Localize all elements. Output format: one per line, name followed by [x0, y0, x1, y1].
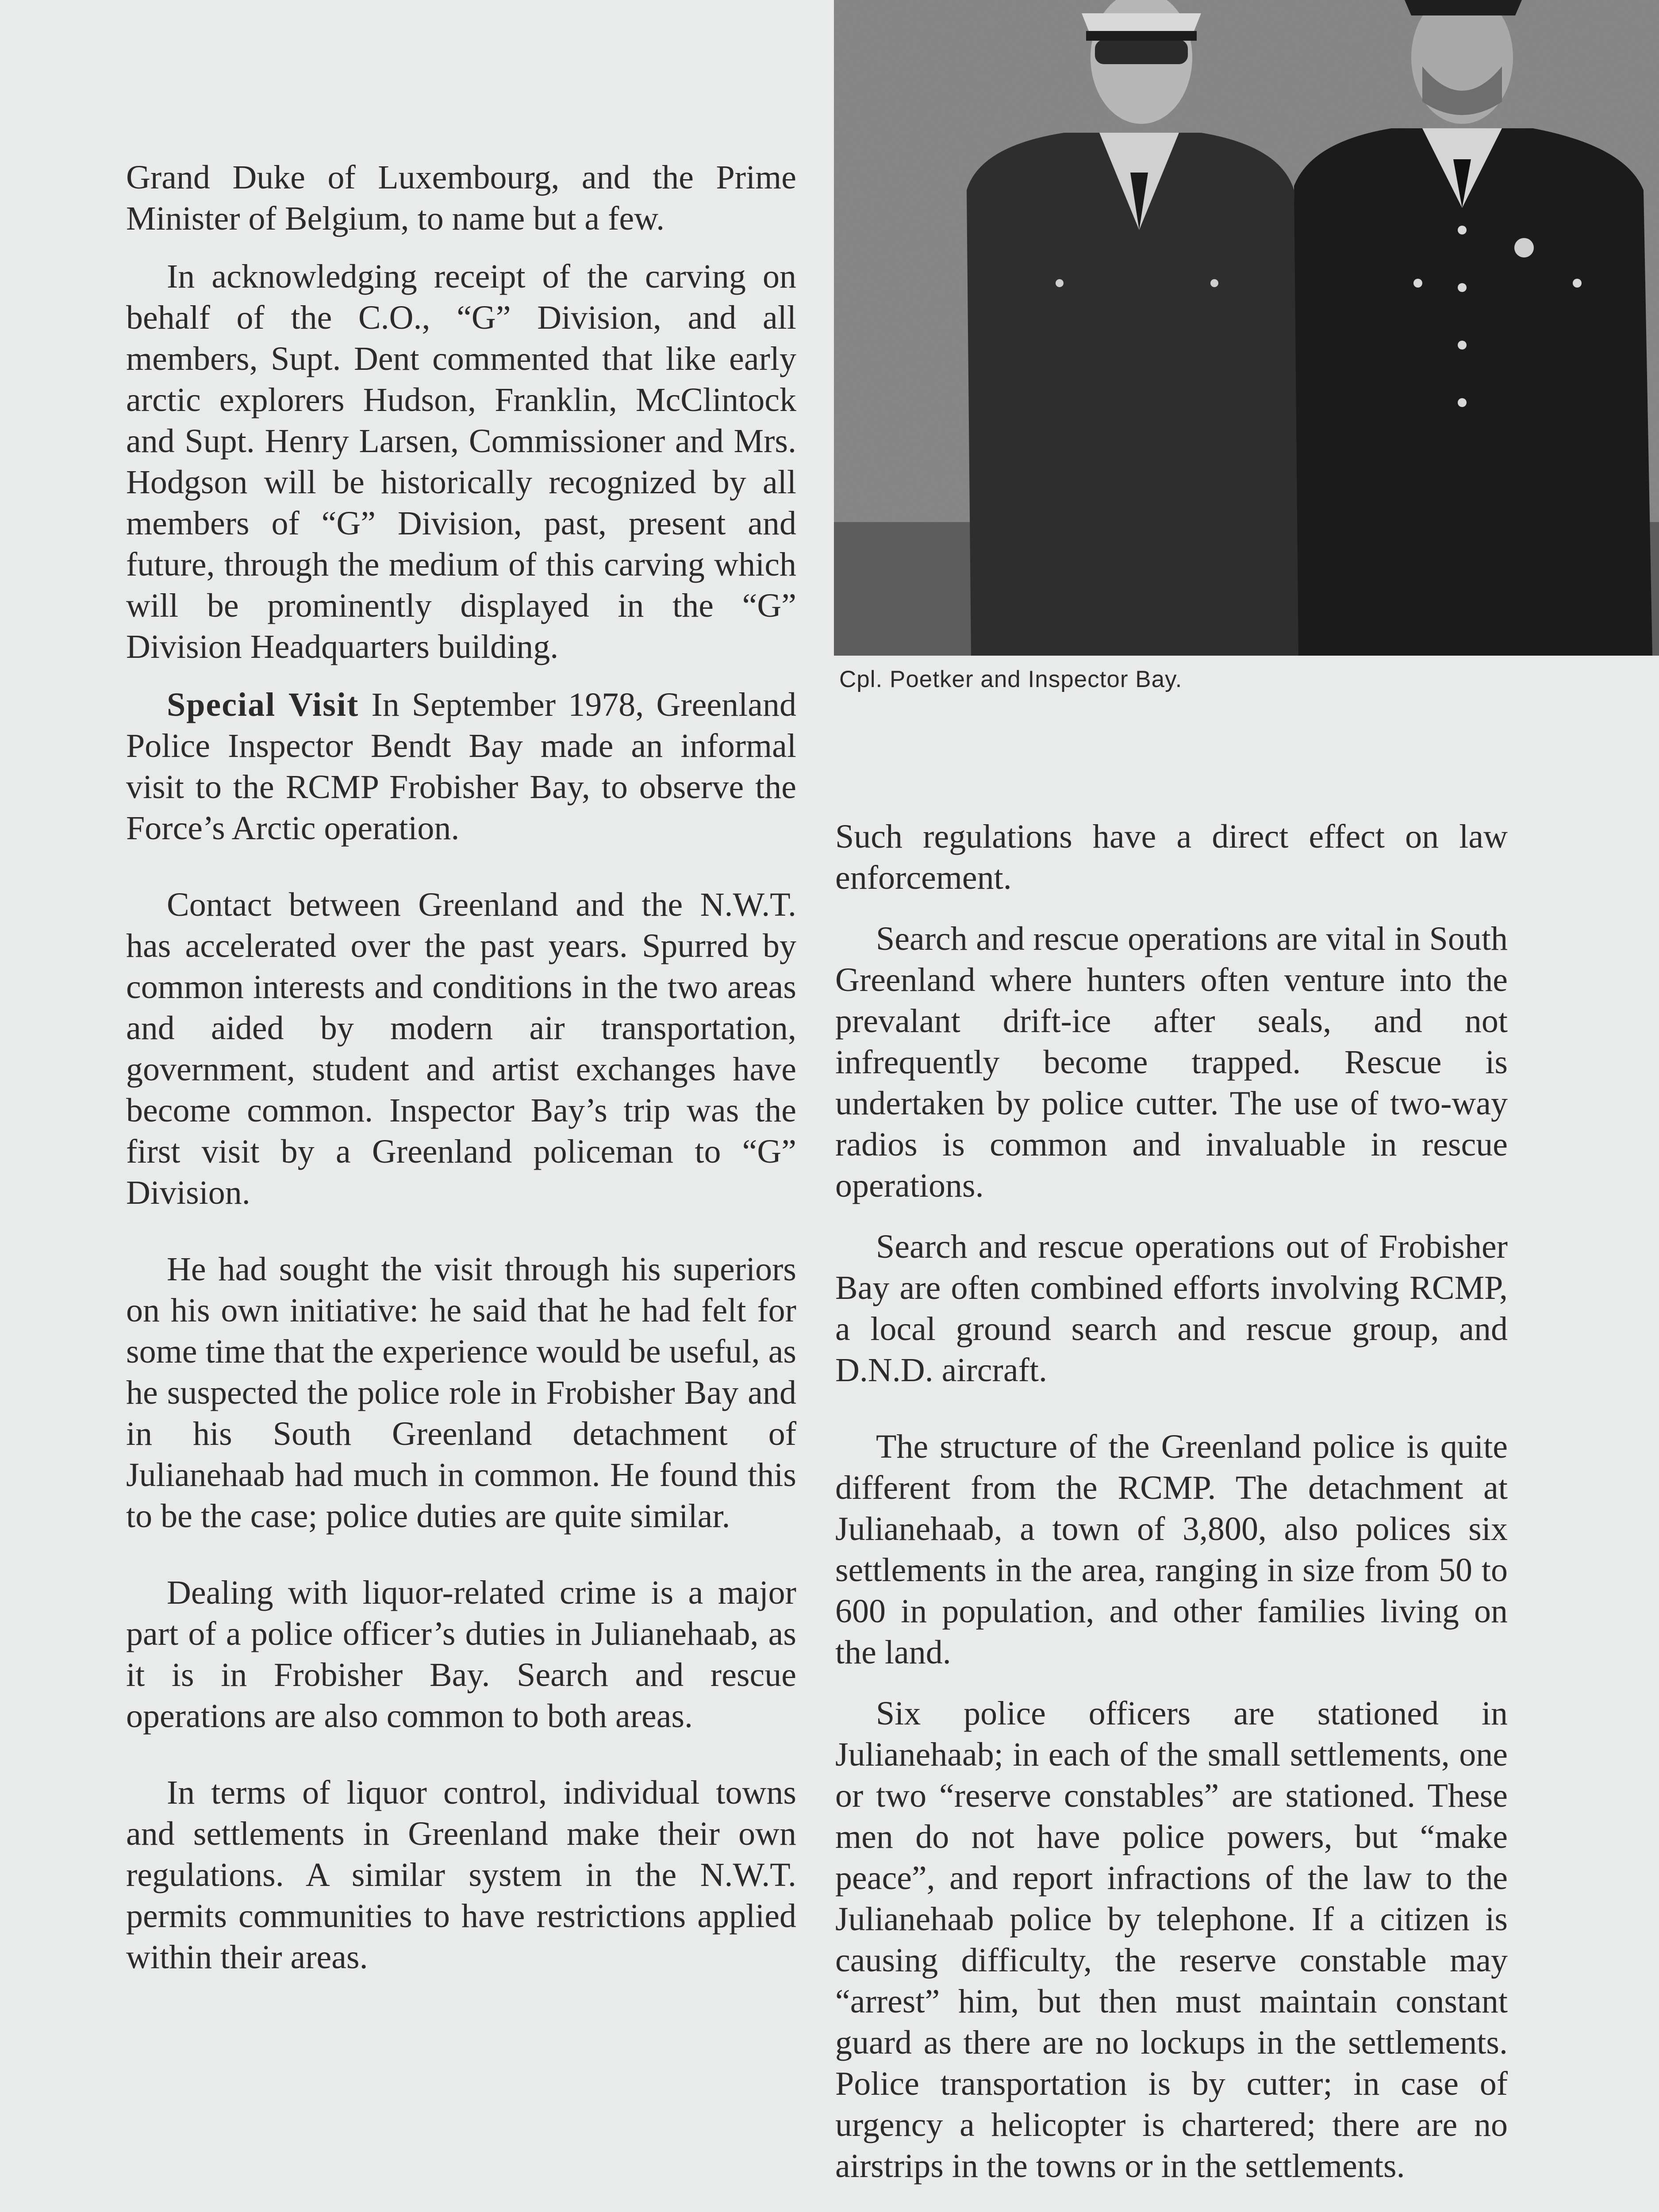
paragraph: Contact between Greenland and the N.W.T. has accelerated over the past years. Spurred by common interests and conditions in the two areas and aided by modern air transportation, government, student and artist exchanges have become common. Inspector Bay’s trip was the first visit by a Greenland policeman to “G” Division.: [126, 886, 796, 1211]
right-column: [835, 816, 1508, 2187]
paragraph: In terms of liquor control, individual towns and settlements in Greenland make their own regulations. A similar system in the N.W.T. permits communities to have restrictions applied within their areas.: [126, 1774, 796, 1976]
paragraph: Dealing with liquor-related crime is a major part of a police officer’s duties in Julianehaab, as it is in Frobisher Bay. Search and rescue operations are also common to both areas.: [126, 1574, 796, 1735]
paragraph-text: In September 1978, Greenland Police Inspector Bendt Bay made an informal visit to the RCMP Frobisher Bay, to observe the Force’s Arctic operation.: [126, 686, 796, 847]
paragraph: Grand Duke of Luxembourg, and the Prime Minister of Belgium, to name but a few.: [126, 159, 796, 237]
paragraph: In acknowledging receipt of the carving on behalf of the C.O., “G” Division, and all members, Supt. Dent commented that like early arctic explorers Hudson, Franklin, McClintock and Supt. Henry Larsen, Commissioner and Mrs. Hodgson will be historically recognized by all members of “G” Division, past, present and future, through the medium of this carving which will be prominently displayed in the “G” Division Headquarters building.: [126, 258, 796, 665]
photo-caption: Cpl. Poetker and Inspector Bay.: [839, 666, 1183, 692]
paragraph: Six police officers are stationed in Julianehaab; in each of the small settlements, one or two “reserve constables” are stationed. These men do not have police powers, but “make peace”, and report infractions of the law to the Julianehaab police by telephone. If a citizen is causing difficulty, the reserve constable may “arrest” him, but then must maintain constant guard as there are no lockups in the settlements. Police transportation is by cutter; in case of urgency a helicopter is chartered; there are no airstrips in the towns or in the settlements.: [835, 1695, 1508, 2185]
paragraph: Such regulations have a direct effect on law enforcement.: [835, 818, 1508, 896]
section-heading: Special Visit: [167, 686, 359, 723]
left-column: [126, 157, 796, 1978]
paragraph-special-visit: [126, 684, 796, 849]
officers-photo: [834, 0, 1659, 656]
paragraph: Search and rescue operations out of Frobisher Bay are often combined efforts involving RCMP, a local ground search and rescue group, and D.N.D. aircraft.: [835, 1228, 1508, 1389]
paragraph: He had sought the visit through his superiors on his own initiative: he said that he had felt for some time that the experience would be useful, as he suspected the police role in Frobisher Bay and in his South Greenland detachment of Julianehaab had much in common. He found this to be the case; police duties are quite similar.: [126, 1251, 796, 1535]
paragraph: The structure of the Greenland police is quite different from the RCMP. The detachment at Julianehaab, a town of 3,800, also polices six settlements in the area, ranging in size from 50 to 600 in population, and other families living on the land.: [835, 1428, 1508, 1671]
paragraph: Search and rescue operations are vital in South Greenland where hunters often venture into the prevalant drift-ice after seals, and not infrequently become trapped. Rescue is undertaken by police cutter. The use of two-way radios is common and invaluable in rescue operations.: [835, 920, 1508, 1204]
